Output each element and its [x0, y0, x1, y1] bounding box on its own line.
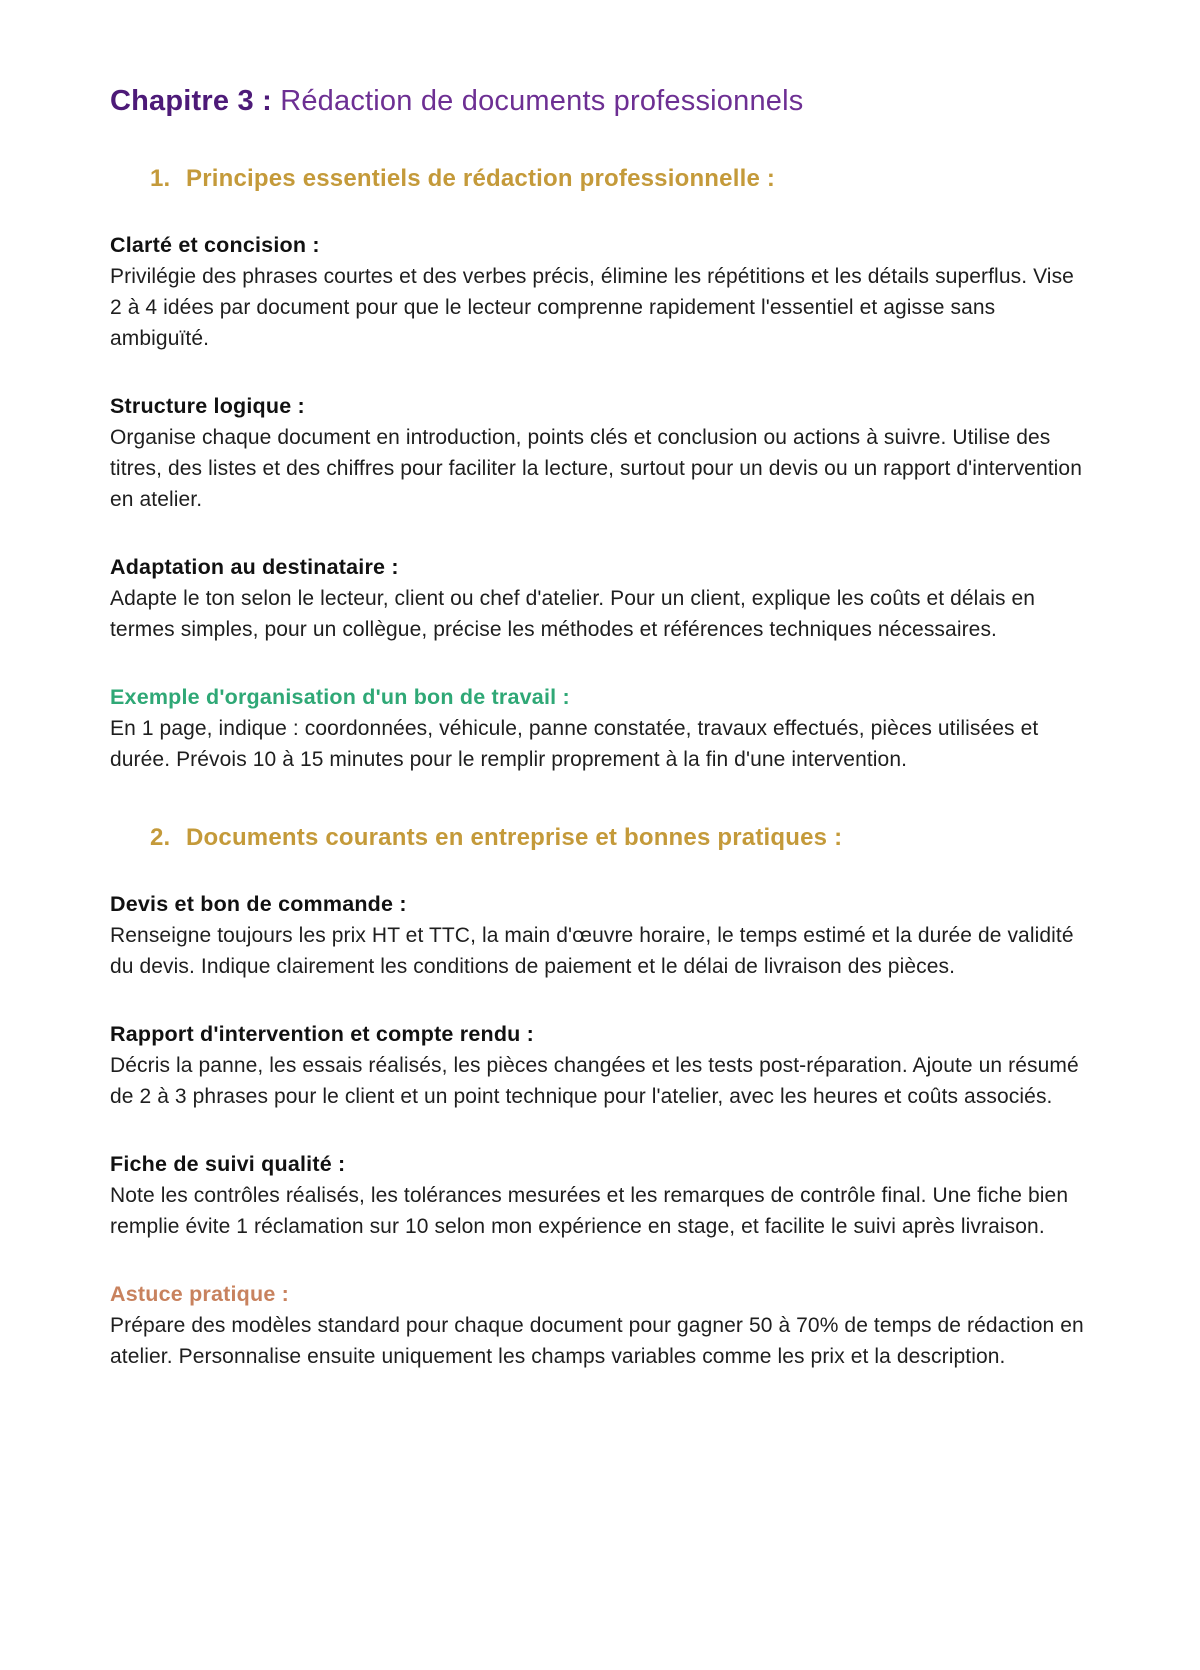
- block-heading: Structure logique :: [110, 394, 305, 418]
- block-body: Note les contrôles réalisés, les tolérances mesurées et les remarques de contrôle final. Une fiche bien remplie évite 1 réclamation sur 10 selon mon expérience en stage, et facilite le suivi après livraison.: [110, 1184, 1069, 1238]
- page-title: [110, 84, 1090, 118]
- block-body: Adapte le ton selon le lecteur, client ou chef d'atelier. Pour un client, explique les coûts et délais en termes simples, pour un collègue, précise les méthodes et références techniques nécessaires.: [110, 587, 1036, 641]
- block-heading-example: Exemple d'organisation d'un bon de travail :: [110, 685, 570, 709]
- block-body: En 1 page, indique : coordonnées, véhicule, panne constatée, travaux effectués, pièces utilisées et durée. Prévois 10 à 15 minutes pour le remplir proprement à la fin d'une intervention.: [110, 717, 1039, 771]
- block-body: Renseigne toujours les prix HT et TTC, la main d'œuvre horaire, le temps estimé et la durée de validité du devis. Indique clairement les conditions de paiement et le délai de livraison des pièces.: [110, 924, 1074, 978]
- content-block-clarte: [110, 230, 1090, 354]
- content-block-adaptation: [110, 552, 1090, 645]
- section-title: Documents courants en entreprise et bonnes pratiques :: [186, 824, 843, 851]
- section-number: 1.: [150, 165, 171, 192]
- block-heading: Devis et bon de commande :: [110, 892, 407, 916]
- block-heading-tip: Astuce pratique :: [110, 1282, 290, 1306]
- content-block-devis: [110, 889, 1090, 982]
- block-body: Privilégie des phrases courtes et des verbes précis, élimine les répétitions et les détails superflus. Vise 2 à 4 idées par document pour que le lecteur comprenne rapidement l'essentiel et agisse sans ambiguïté.: [110, 265, 1074, 350]
- section-heading-1: [150, 164, 1090, 194]
- chapter-subject: Rédaction de documents professionnels: [271, 85, 804, 117]
- chapter-label: Chapitre 3 :: [110, 85, 272, 117]
- block-heading: Fiche de suivi qualité :: [110, 1152, 346, 1176]
- section-number: 2.: [150, 824, 171, 851]
- section-title: Principes essentiels de rédaction professionnelle :: [186, 165, 776, 192]
- block-body: Décris la panne, les essais réalisés, les pièces changées et les tests post-réparation. Ajoute un résumé de 2 à 3 phrases pour le client et un point technique pour l'atelier, avec les heures et coûts associés.: [110, 1054, 1079, 1108]
- content-block-rapport: [110, 1019, 1090, 1112]
- block-heading: Adaptation au destinataire :: [110, 555, 399, 579]
- block-heading: Clarté et concision :: [110, 233, 320, 257]
- block-body: Prépare des modèles standard pour chaque document pour gagner 50 à 70% de temps de rédaction en atelier. Personnalise ensuite uniquement les champs variables comme les prix et la description.: [110, 1314, 1084, 1368]
- content-block-exemple: [110, 682, 1090, 775]
- block-body: Organise chaque document en introduction, points clés et conclusion ou actions à suivre. Utilise des titres, des listes et des chiffres pour faciliter la lecture, surtout pour un devis ou un rapport d'intervention en atelier.: [110, 426, 1082, 511]
- section-heading-2: [150, 823, 1090, 853]
- content-block-astuce: [110, 1279, 1090, 1372]
- content-block-structure: [110, 391, 1090, 515]
- block-heading: Rapport d'intervention et compte rendu :: [110, 1022, 535, 1046]
- content-block-fiche: [110, 1149, 1090, 1242]
